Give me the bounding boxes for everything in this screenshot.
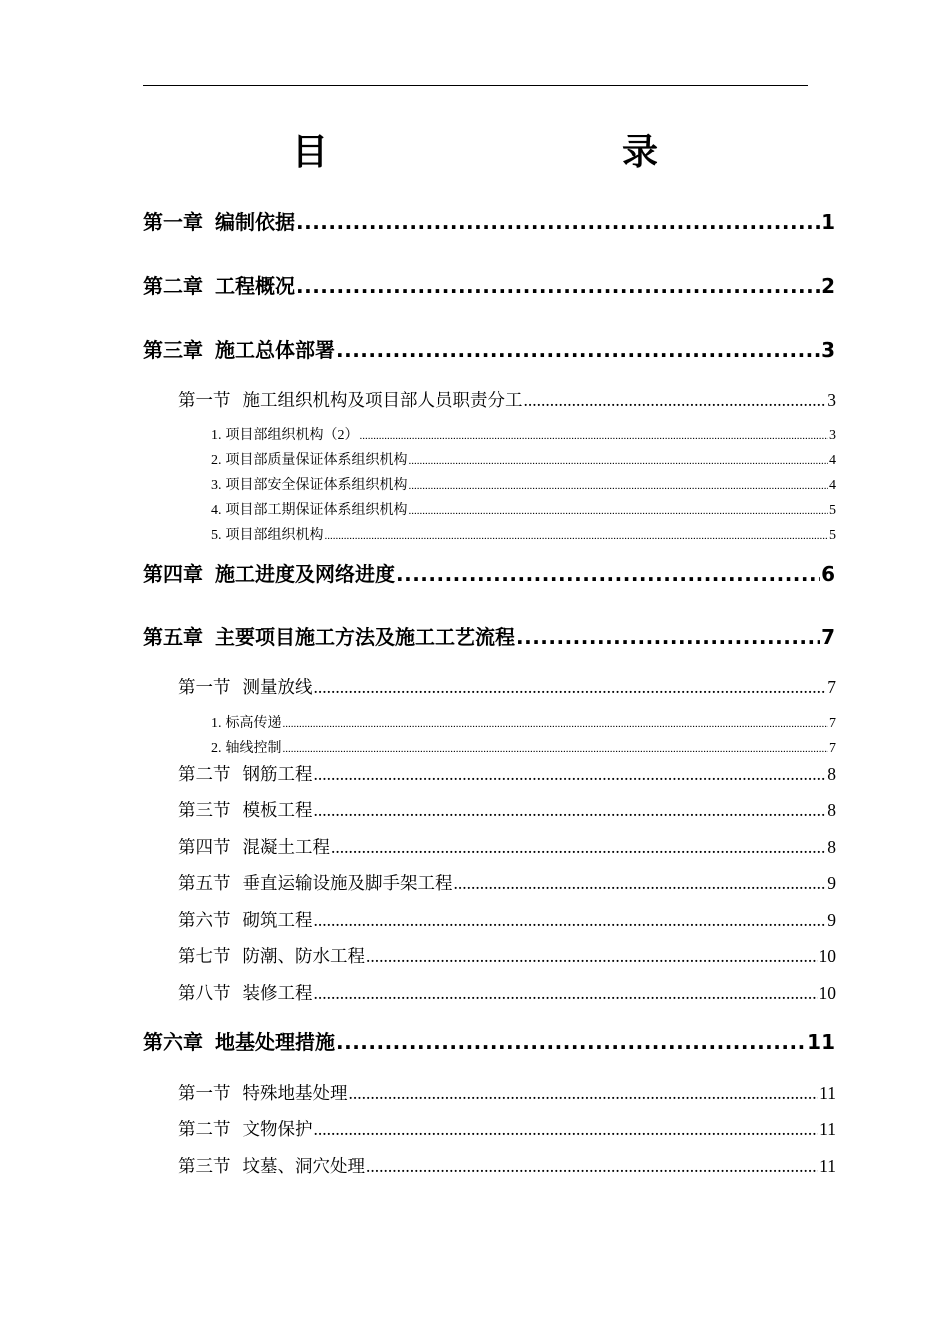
- toc-entry-level-3[interactable]: [211, 714, 836, 734]
- toc-entry-level-2[interactable]: [178, 675, 836, 699]
- toc-entry-title: 项目部组织机构（2）: [225, 428, 359, 443]
- toc-entry-title: 混凝土工程: [242, 837, 330, 857]
- toc-entry-level-2[interactable]: [178, 798, 836, 822]
- toc-leader-dots: [409, 476, 829, 496]
- toc-leader-dots: [283, 739, 829, 759]
- toc-entry-title: 编制依据: [215, 210, 295, 234]
- toc-entry-level-3[interactable]: [211, 451, 836, 471]
- toc-entry-title: 砌筑工程: [242, 910, 313, 930]
- toc-entry-level-3[interactable]: [211, 501, 836, 521]
- toc-leader-dots: [331, 835, 826, 859]
- toc-entry-level-2[interactable]: [178, 835, 836, 859]
- toc-entry-number: 第七节: [178, 946, 231, 966]
- toc-entry-level-2[interactable]: [178, 762, 836, 786]
- toc-entry-title: 文物保护: [242, 1119, 313, 1139]
- toc-leader-dots: [409, 501, 829, 521]
- toc-leader-dots: [360, 426, 829, 446]
- toc-leader-dots: [336, 336, 820, 364]
- toc-entry-title: 装修工程: [242, 983, 313, 1003]
- toc-entry-title: 主要项目施工方法及施工工艺流程: [215, 625, 515, 649]
- toc-leader-dots: [524, 388, 827, 412]
- toc-entry-number: 第三章: [143, 338, 203, 362]
- toc-page-number: 4: [829, 478, 836, 493]
- toc-page-number: 7: [829, 716, 836, 731]
- toc-entry-level-2[interactable]: [178, 981, 836, 1005]
- toc-entry-level-1[interactable]: [143, 623, 835, 651]
- toc-entry-title: 防潮、防水工程: [242, 946, 365, 966]
- toc-entry-number: 第八节: [178, 983, 231, 1003]
- toc-page-number: 5: [829, 503, 836, 518]
- toc-leader-dots: [296, 272, 820, 300]
- toc-leader-dots: [314, 675, 827, 699]
- toc-entry-level-1[interactable]: [143, 560, 835, 588]
- toc-entry-level-2[interactable]: [178, 1081, 836, 1105]
- toc-entry-number: 第四章: [143, 562, 203, 586]
- toc-page-number: 9: [827, 910, 836, 930]
- toc-entry-level-3[interactable]: [211, 426, 836, 446]
- toc-page-number: 11: [819, 1119, 836, 1139]
- toc-page-number: 11: [819, 1156, 836, 1176]
- toc-entry-title: 施工进度及网络进度: [215, 562, 395, 586]
- toc-entry-number: 第一节: [178, 677, 231, 697]
- toc-entry-number: 第一节: [178, 1083, 231, 1103]
- toc-page-number: 7: [829, 741, 836, 756]
- toc-entry-level-3[interactable]: [211, 739, 836, 759]
- toc-leader-dots: [349, 1081, 819, 1105]
- toc-entry-title: 标高传递: [225, 716, 282, 731]
- toc-page-number: 3: [829, 428, 836, 443]
- toc-entry-number: 第五章: [143, 625, 203, 649]
- toc-entry-title: 模板工程: [242, 800, 313, 820]
- toc-entry-number: 2.: [211, 741, 222, 756]
- toc-entry-title: 施工总体部署: [215, 338, 335, 362]
- toc-page-number: 10: [818, 946, 836, 966]
- toc-entry-title: 项目部质量保证体系组织机构: [225, 453, 408, 468]
- toc-leader-dots: [314, 981, 818, 1005]
- toc-entry-title: 项目部组织机构: [225, 528, 324, 543]
- toc-page-number: 3: [821, 338, 835, 362]
- toc-page-number: 6: [821, 562, 835, 586]
- toc-page-number: 7: [821, 625, 835, 649]
- header-rule: [143, 85, 808, 86]
- toc-entry-level-2[interactable]: [178, 1154, 836, 1178]
- toc-page-number: 4: [829, 453, 836, 468]
- toc-leader-dots: [314, 798, 827, 822]
- toc-page-number: 8: [827, 837, 836, 857]
- page-title: 目 录: [291, 132, 732, 173]
- toc-entry-number: 第二节: [178, 1119, 231, 1139]
- toc-leader-dots: [296, 208, 820, 236]
- toc-entry-level-2[interactable]: [178, 944, 836, 968]
- toc-entry-number: 第四节: [178, 837, 231, 857]
- toc-entry-level-1[interactable]: [143, 1028, 835, 1056]
- toc-entry-title: 项目部工期保证体系组织机构: [225, 503, 408, 518]
- toc-page-number: 8: [827, 764, 836, 784]
- toc-entry-number: 3.: [211, 478, 222, 493]
- toc-entry-title: 轴线控制: [225, 741, 282, 756]
- toc-entry-title: 地基处理措施: [215, 1030, 335, 1054]
- toc-page-number: 2: [821, 274, 835, 298]
- toc-entry-level-3[interactable]: [211, 476, 836, 496]
- toc-entry-number: 5.: [211, 528, 222, 543]
- toc-page-number: 1: [821, 210, 835, 234]
- toc-leader-dots: [314, 762, 827, 786]
- toc-entry-title: 项目部安全保证体系组织机构: [225, 478, 408, 493]
- toc-entry-number: 4.: [211, 503, 222, 518]
- toc-page-number: 11: [807, 1030, 835, 1054]
- toc-entry-number: 1.: [211, 716, 222, 731]
- toc-entry-title: 坟墓、洞穴处理: [242, 1156, 365, 1176]
- toc-page-number: 8: [827, 800, 836, 820]
- toc-entry-title: 垂直运输设施及脚手架工程: [242, 873, 453, 893]
- toc-entry-number: 第二章: [143, 274, 203, 298]
- toc-leader-dots: [314, 908, 827, 932]
- toc-entry-level-2[interactable]: [178, 908, 836, 932]
- toc-leader-dots: [325, 526, 829, 546]
- toc-page-number: 7: [827, 677, 836, 697]
- toc-entry-number: 第六节: [178, 910, 231, 930]
- toc-entry-title: 测量放线: [242, 677, 313, 697]
- toc-page-number: 9: [827, 873, 836, 893]
- toc-leader-dots: [516, 623, 820, 651]
- toc-entry-number: 第二节: [178, 764, 231, 784]
- toc-entry-title: 钢筋工程: [242, 764, 313, 784]
- toc-entry-number: 第一节: [178, 390, 231, 410]
- toc-entry-level-2[interactable]: [178, 871, 836, 895]
- toc-entry-title: 工程概况: [215, 274, 295, 298]
- toc-entry-number: 1.: [211, 428, 222, 443]
- toc-leader-dots: [366, 1154, 818, 1178]
- toc-leader-dots: [409, 451, 829, 471]
- toc-entry-number: 第一章: [143, 210, 203, 234]
- toc-page-number: 10: [818, 983, 836, 1003]
- toc-entry-number: 2.: [211, 453, 222, 468]
- toc-entry-number: 第三节: [178, 800, 231, 820]
- toc-entry-level-2[interactable]: [178, 388, 836, 412]
- toc-entry-number: 第三节: [178, 1156, 231, 1176]
- toc-leader-dots: [454, 871, 827, 895]
- toc-entry-number: 第六章: [143, 1030, 203, 1054]
- toc-leader-dots: [396, 560, 820, 588]
- toc-page-number: 3: [827, 390, 836, 410]
- toc-page-number: 11: [819, 1083, 836, 1103]
- toc-entry-level-3[interactable]: [211, 526, 836, 546]
- toc-entry-level-1[interactable]: [143, 272, 835, 300]
- toc-entry-level-1[interactable]: [143, 336, 835, 364]
- toc-leader-dots: [366, 944, 818, 968]
- toc-entry-level-2[interactable]: [178, 1117, 836, 1141]
- toc-entry-title: 特殊地基处理: [242, 1083, 348, 1103]
- toc-leader-dots: [336, 1028, 806, 1056]
- toc-leader-dots: [283, 714, 829, 734]
- toc-page-number: 5: [829, 528, 836, 543]
- toc-entry-title: 施工组织机构及项目部人员职责分工: [242, 390, 523, 410]
- toc-entry-number: 第五节: [178, 873, 231, 893]
- toc-entry-level-1[interactable]: [143, 208, 835, 236]
- toc-leader-dots: [314, 1117, 819, 1141]
